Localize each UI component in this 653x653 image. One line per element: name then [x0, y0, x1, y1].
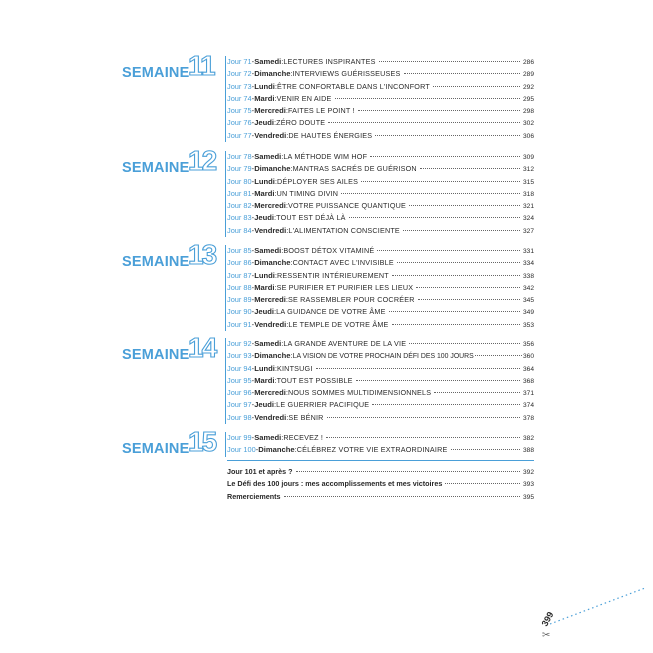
entry-page: 289 — [522, 71, 534, 79]
entry-jour: Jour 90 — [227, 307, 252, 317]
leader-dots — [433, 86, 520, 87]
entry-page: 360 — [522, 353, 534, 361]
leader-dots — [409, 205, 520, 206]
entry-title: BOOST DÉTOX VITAMINÉ — [283, 246, 375, 255]
week-word: SEMAINE — [122, 254, 190, 270]
leader-dots — [316, 368, 520, 369]
leader-dots — [420, 168, 520, 169]
entry-page: 364 — [522, 365, 534, 373]
entry-jour: Jour 73 — [227, 81, 252, 91]
toc-entry[interactable]: Jour 86 - Dimanche : CONTACT AVEC L'INVISIBLE 334 — [227, 257, 534, 269]
toc-entry[interactable]: Jour 77 - Vendredi : DE HAUTES ÉNERGIES 306 — [227, 130, 534, 142]
entry-title: UN TIMING DIVIN — [276, 188, 339, 198]
week-heading — [122, 145, 222, 181]
entry-title: LA VISION DE VOTRE PROCHAIN DÉFI DES 100 JOURS — [292, 353, 474, 361]
week-rule — [225, 151, 226, 237]
entry-page: 309 — [522, 154, 534, 161]
toc-entry[interactable]: Jour 84 - Vendredi : L'ALIMENTATION CONSCIENTE 327 — [227, 225, 534, 237]
entry-page: 382 — [522, 435, 534, 442]
leader-dots — [326, 437, 520, 438]
entry-page: 393 — [522, 481, 534, 489]
week-heading — [122, 332, 222, 368]
entry-page: 298 — [522, 108, 534, 116]
entry-day: Mercredi — [254, 388, 286, 398]
section-divider — [227, 460, 534, 461]
toc-entry[interactable]: Jour 73 - Lundi : ÊTRE CONFORTABLE DANS L'INCONFORT 292 — [227, 81, 534, 93]
leader-dots — [409, 343, 520, 344]
entry-page: 318 — [522, 190, 534, 198]
entry-jour: Jour 99 — [227, 433, 252, 442]
toc-entry[interactable] — [227, 478, 534, 490]
entry-jour: Jour 76 — [227, 118, 252, 128]
entry-day: Dimanche — [254, 69, 291, 79]
entry-page: 324 — [522, 215, 534, 223]
entry-title: SE BÉNIR — [288, 412, 324, 422]
week-entries — [227, 56, 534, 142]
toc-entry[interactable]: Jour 72 - Dimanche : INTERVIEWS GUÉRISSEUSES 289 — [227, 68, 534, 80]
week-rule — [225, 338, 226, 424]
toc-entry[interactable]: Jour 89 - Mercredi : SE RASSEMBLER POUR COCRÉER 345 — [227, 294, 534, 306]
entry-page: 388 — [522, 447, 534, 455]
entry-day: Samedi — [254, 339, 282, 348]
entry-title: RESSENTIR INTÉRIEUREMENT — [276, 270, 389, 280]
toc-entry[interactable]: Jour 92 - Samedi : LA GRANDE AVENTURE DE LA VIE 356 — [227, 338, 534, 350]
entry-day: Mardi — [254, 93, 275, 103]
entry-jour: Jour 88 — [227, 282, 252, 292]
leader-dots — [327, 417, 520, 418]
entry-title: MANTRAS SACRÉS DE GUÉRISON — [292, 164, 417, 174]
entry-title: KINTSUGI — [276, 363, 313, 373]
page-number: 399 — [539, 610, 556, 628]
entry-title: NOUS SOMMES MULTIDIMENSIONNELS — [287, 388, 432, 398]
entry-jour: Jour 72 — [227, 69, 252, 79]
entry-title: ZÉRO DOUTE — [276, 118, 326, 128]
week-entries — [227, 245, 534, 331]
week-heading — [122, 50, 222, 86]
leader-dots — [389, 311, 520, 312]
entry-jour: Jour 86 — [227, 258, 252, 268]
entry-title: LECTURES INSPIRANTES — [283, 57, 376, 66]
week-entries — [227, 151, 534, 237]
leader-dots — [341, 193, 520, 194]
leader-dots — [375, 135, 520, 136]
week-number: 13 — [188, 239, 216, 270]
toc-entry[interactable]: Jour 87 - Lundi : RESSENTIR INTÉRIEUREMENT 338 — [227, 270, 534, 282]
entry-title: LA GRANDE AVENTURE DE LA VIE — [283, 339, 407, 348]
entry-day: Lundi — [254, 270, 275, 280]
entry-title: DE HAUTES ÉNERGIES — [288, 130, 373, 140]
entry-jour: Jour 82 — [227, 201, 252, 211]
entry-jour: Jour 92 — [227, 339, 252, 348]
entry-day: Jeudi — [254, 213, 275, 223]
entry-jour: Jour 83 — [227, 213, 252, 223]
entry-page: 302 — [522, 120, 534, 128]
toc-entry[interactable]: Jour 96 - Mercredi : NOUS SOMMES MULTIDIMENSIONNELS 371 — [227, 387, 534, 399]
leader-dots — [392, 324, 520, 325]
entry-day: Dimanche — [254, 164, 291, 174]
leader-dots — [377, 250, 520, 251]
entry-jour: Jour 74 — [227, 93, 252, 103]
toc-entry[interactable]: Jour 95 - Mardi : TOUT EST POSSIBLE 368 — [227, 375, 534, 387]
entry-page: 334 — [522, 260, 534, 268]
week-entries — [227, 432, 534, 457]
entry-page: 306 — [522, 132, 534, 140]
entry-jour: Jour 98 — [227, 412, 252, 422]
entry-jour: Jour 87 — [227, 270, 252, 280]
entry-title: L'ALIMENTATION CONSCIENTE — [288, 225, 400, 235]
entry-jour: Jour 79 — [227, 164, 252, 174]
entry-jour: Jour 77 — [227, 130, 252, 140]
entry-page: 292 — [522, 83, 534, 91]
entry-title: SE PURIFIER ET PURIFIER LES LIEUX — [276, 282, 414, 292]
toc-entry[interactable]: Jour 79 - Dimanche : MANTRAS SACRÉS DE GUÉRISON 312 — [227, 163, 534, 175]
leader-dots — [451, 449, 520, 450]
entry-jour: Jour 94 — [227, 363, 252, 373]
toc-entry[interactable]: Jour 90 - Jeudi : LA GUIDANCE DE VOTRE ÂME 349 — [227, 306, 534, 318]
leader-dots — [335, 98, 520, 99]
week-word: SEMAINE — [122, 160, 190, 176]
leader-dots — [475, 355, 522, 356]
toc-entry[interactable] — [227, 466, 534, 478]
entry-page: 378 — [522, 414, 534, 422]
entry-jour: Jour 84 — [227, 225, 252, 235]
entry-day: Dimanche — [254, 258, 291, 268]
entry-day: Lundi — [254, 363, 275, 373]
week-entries — [227, 338, 534, 424]
entry-title: Remerciements — [227, 491, 281, 501]
entry-page: 374 — [522, 402, 534, 410]
toc-entry[interactable]: Jour 94 - Lundi : KINTSUGI 364 — [227, 363, 534, 375]
leader-dots — [434, 392, 520, 393]
week-number: 15 — [188, 426, 216, 457]
entry-day: Dimanche — [258, 445, 295, 455]
entry-day: Dimanche — [254, 351, 291, 361]
entry-day: Samedi — [254, 57, 282, 66]
entry-page: 353 — [522, 321, 534, 329]
entry-page: 331 — [522, 248, 534, 255]
toc-entry[interactable]: Jour 98 - Vendredi : SE BÉNIR 378 — [227, 412, 534, 424]
entry-jour: Jour 96 — [227, 388, 252, 398]
leader-dots — [404, 73, 520, 74]
entry-jour: Jour 93 — [227, 351, 252, 361]
entry-page: 338 — [522, 272, 534, 280]
entry-title: LE TEMPLE DE VOTRE ÂME — [288, 319, 389, 329]
entry-day: Jeudi — [254, 400, 275, 410]
entry-jour: Jour 91 — [227, 319, 252, 329]
toc-entry[interactable]: Jour 100 - Dimanche : CÉLÉBREZ VOTRE VIE EXTRAORDINAIRE 388 — [227, 444, 534, 456]
entry-page: 315 — [522, 178, 534, 186]
entry-day: Vendredi — [254, 319, 287, 329]
toc-entry[interactable]: Jour 88 - Mardi : SE PURIFIER ET PURIFIER LES LIEUX 342 — [227, 282, 534, 294]
scissors-icon: ✂ — [542, 630, 551, 641]
leader-dots — [392, 275, 520, 276]
toc-entry[interactable]: Jour 81 - Mardi : UN TIMING DIVIN 318 — [227, 188, 534, 200]
week-number: 12 — [188, 145, 216, 176]
toc-entry[interactable]: Jour 75 - Mercredi : FAITES LE POINT ! 298 — [227, 105, 534, 117]
toc-entry[interactable]: Jour 80 - Lundi : DÉPLOYER SES AILES 315 — [227, 176, 534, 188]
entry-jour: Jour 97 — [227, 400, 252, 410]
page-folio — [540, 586, 650, 646]
entry-day: Vendredi — [254, 412, 287, 422]
entry-day: Jeudi — [254, 307, 275, 317]
entry-day: Samedi — [254, 152, 282, 161]
leader-dots — [445, 483, 520, 484]
entry-title: LA MÉTHODE WIM HOF — [283, 152, 368, 161]
entry-title: VOTRE PUISSANCE QUANTIQUE — [287, 201, 406, 211]
entry-day: Lundi — [254, 81, 275, 91]
leader-dots — [361, 181, 520, 182]
entry-jour: Jour 89 — [227, 295, 252, 305]
entry-title: VENIR EN AIDE — [276, 93, 332, 103]
entry-title: ÊTRE CONFORTABLE DANS L'INCONFORT — [276, 81, 430, 91]
toc-entry[interactable]: Jour 82 - Mercredi : VOTRE PUISSANCE QUANTIQUE 321 — [227, 200, 534, 212]
entry-day: Samedi — [254, 246, 282, 255]
toc-entry[interactable] — [227, 491, 534, 503]
entry-day: Mercredi — [254, 201, 286, 211]
toc-entry[interactable]: Jour 99 - Samedi : RECEVEZ ! 382 — [227, 432, 534, 444]
entry-title: INTERVIEWS GUÉRISSEUSES — [292, 69, 401, 79]
week-heading — [122, 239, 222, 275]
entry-jour: Jour 78 — [227, 152, 252, 161]
entry-day: Jeudi — [254, 118, 275, 128]
toc-entry[interactable]: Jour 97 - Jeudi : LE GUERRIER PACIFIQUE 374 — [227, 399, 534, 411]
entry-jour: Jour 71 — [227, 57, 252, 66]
entry-title: LE GUERRIER PACIFIQUE — [276, 400, 370, 410]
week-word: SEMAINE — [122, 441, 190, 457]
entry-page: 327 — [522, 227, 534, 235]
leader-dots — [418, 299, 520, 300]
entry-title: CONTACT AVEC L'INVISIBLE — [292, 258, 394, 268]
entry-day: Lundi — [254, 176, 275, 186]
leader-dots — [356, 380, 520, 381]
entry-page: 395 — [522, 493, 534, 501]
entry-page: 349 — [522, 309, 534, 317]
leader-dots — [296, 471, 520, 472]
week-heading — [122, 426, 222, 462]
leader-dots — [358, 110, 520, 111]
entry-jour: Jour 85 — [227, 246, 252, 255]
toc-entry[interactable]: Jour 85 - Samedi : BOOST DÉTOX VITAMINÉ 331 — [227, 245, 534, 257]
toc-entry[interactable]: Jour 71 - Samedi : LECTURES INSPIRANTES 286 — [227, 56, 534, 68]
entry-day: Vendredi — [254, 130, 287, 140]
entry-title: TOUT EST POSSIBLE — [276, 375, 353, 385]
entry-page: 356 — [522, 341, 534, 348]
week-rule — [225, 245, 226, 331]
entry-page: 368 — [522, 377, 534, 385]
entry-title: DÉPLOYER SES AILES — [276, 176, 359, 186]
entry-page: 312 — [522, 166, 534, 174]
entry-day: Mercredi — [254, 295, 286, 305]
toc-entry[interactable]: Jour 91 - Vendredi : LE TEMPLE DE VOTRE ÂME 353 — [227, 319, 534, 331]
entry-page: 321 — [522, 203, 534, 211]
entry-page: 342 — [522, 284, 534, 292]
leader-dots — [328, 122, 520, 123]
entry-day: Mardi — [254, 375, 275, 385]
toc-entry[interactable]: Jour 74 - Mardi : VENIR EN AIDE 295 — [227, 93, 534, 105]
dotted-line-decoration — [540, 586, 650, 646]
entry-jour: Jour 95 — [227, 375, 252, 385]
entry-page: 392 — [522, 469, 534, 476]
toc-entry[interactable]: Jour 76 - Jeudi : ZÉRO DOUTE 302 — [227, 117, 534, 129]
entry-page: 371 — [522, 390, 534, 398]
entry-jour: Jour 81 — [227, 188, 252, 198]
week-word: SEMAINE — [122, 347, 190, 363]
toc-entry[interactable]: Jour 93 - Dimanche : LA VISION DE VOTRE PROCHAIN DÉFI DES 100 JOURS 360 — [227, 350, 534, 362]
entry-day: Mardi — [254, 188, 275, 198]
entry-title: CÉLÉBREZ VOTRE VIE EXTRAORDINAIRE — [296, 445, 448, 455]
entry-jour: Jour 100 — [227, 445, 256, 455]
toc-entry[interactable]: Jour 78 - Samedi : LA MÉTHODE WIM HOF 309 — [227, 151, 534, 163]
leader-dots — [416, 287, 520, 288]
entry-title: FAITES LE POINT ! — [287, 106, 355, 116]
entry-page: 295 — [522, 95, 534, 103]
week-number: 14 — [188, 332, 216, 363]
leader-dots — [403, 230, 520, 231]
leader-dots — [397, 262, 520, 263]
entry-title: SE RASSEMBLER POUR COCRÉER — [287, 295, 415, 305]
leader-dots — [372, 404, 520, 405]
entry-day: Vendredi — [254, 225, 287, 235]
entry-title: Le Défi des 100 jours : mes accomplissements et mes victoires — [227, 479, 443, 489]
leader-dots — [379, 61, 520, 62]
toc-entry[interactable]: Jour 83 - Jeudi : TOUT EST DÉJÀ LÀ 324 — [227, 212, 534, 224]
entry-day: Mardi — [254, 282, 275, 292]
entry-title: RECEVEZ ! — [283, 433, 324, 442]
entry-day: Mercredi — [254, 106, 286, 116]
leader-dots — [349, 217, 520, 218]
entry-jour: Jour 80 — [227, 176, 252, 186]
entry-title: LA GUIDANCE DE VOTRE ÂME — [276, 307, 386, 317]
week-word: SEMAINE — [122, 65, 190, 81]
week-number: 11 — [188, 50, 214, 81]
appendix-entries — [227, 466, 534, 503]
entry-page: 286 — [522, 59, 534, 66]
entry-day: Samedi — [254, 433, 282, 442]
week-rule — [225, 56, 226, 142]
week-rule — [225, 432, 226, 457]
entry-page: 345 — [522, 297, 534, 305]
entry-title: TOUT EST DÉJÀ LÀ — [276, 213, 346, 223]
leader-dots — [284, 496, 520, 497]
entry-title: Jour 101 et après ? — [227, 467, 293, 476]
entry-jour: Jour 75 — [227, 106, 252, 116]
leader-dots — [370, 156, 520, 157]
